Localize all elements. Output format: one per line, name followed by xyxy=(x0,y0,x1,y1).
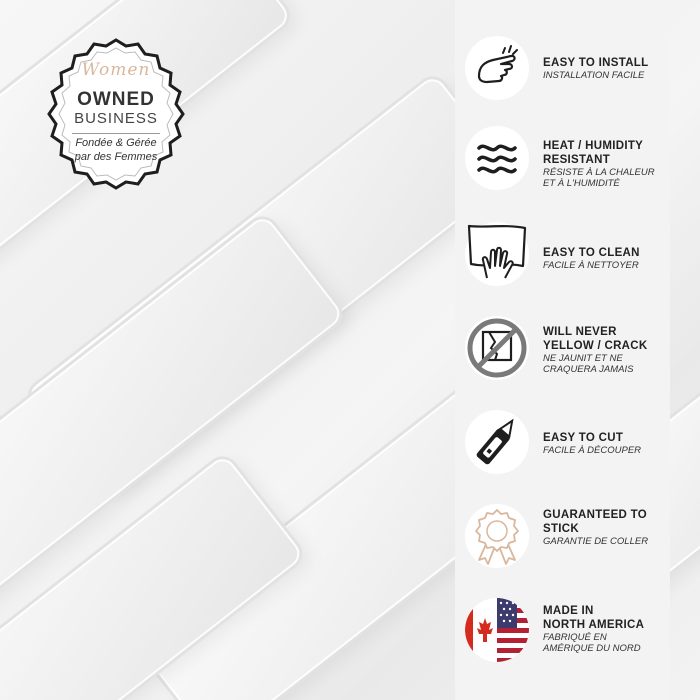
hand-cloth-icon xyxy=(465,222,529,286)
feature-title-line1: MADE IN xyxy=(543,605,594,617)
feature-easy-cut xyxy=(455,410,670,490)
feature-french-line1: FABRIQUÉ EN xyxy=(543,632,607,643)
cracked-tile-icon xyxy=(465,316,529,380)
badge-divider xyxy=(72,133,160,134)
feature-easy-install xyxy=(455,36,670,116)
feature-title-line2: RESISTANT xyxy=(543,154,611,166)
feature-french-line2: CRAQUERA JAMAIS xyxy=(543,364,634,375)
feature-title: EASY TO CUT xyxy=(543,432,624,444)
badge-business-text: BUSINESS xyxy=(74,110,158,127)
feature-french: INSTALLATION FACILE xyxy=(543,70,645,81)
feature-easy-clean xyxy=(455,222,670,302)
feature-title: EASY TO INSTALL xyxy=(543,57,649,69)
feature-french: FACILE À DÉCOUPER xyxy=(543,445,642,456)
feature-title-line2: YELLOW / CRACK xyxy=(543,340,648,352)
seal-ribbon-icon xyxy=(465,504,529,568)
features-panel xyxy=(455,0,670,700)
wavy-lines-icon xyxy=(465,126,529,190)
feature-french-line2: AMÉRIQUE DU NORD xyxy=(543,643,641,654)
utility-knife-icon xyxy=(465,410,529,474)
feature-french: FACILE À NETTOYER xyxy=(543,260,639,271)
pointing-hand-icon xyxy=(465,36,529,100)
badge-owned-text: OWNED xyxy=(77,89,155,110)
feature-title-line1: HEAT / HUMIDITY xyxy=(543,140,644,152)
feature-title-line1: GUARANTEED TO xyxy=(543,509,647,521)
feature-french-line1: RÉSISTE À LA CHALEUR xyxy=(543,167,655,178)
feature-title: EASY TO CLEAN xyxy=(543,247,640,259)
women-owned-badge xyxy=(38,36,194,192)
feature-heat-humidity xyxy=(455,126,670,206)
feature-title-line2: STICK xyxy=(543,523,579,535)
badge-french-line1: Fondée & Gérée xyxy=(75,137,157,149)
feature-title-line1: WILL NEVER xyxy=(543,326,617,338)
feature-never-yellow xyxy=(455,316,670,396)
feature-title-line2: NORTH AMERICA xyxy=(543,619,645,631)
canada-usa-flags-icon xyxy=(465,598,529,662)
feature-french: GARANTIE DE COLLER xyxy=(543,536,649,547)
badge-french-line2: par des Femmes xyxy=(74,151,158,163)
feature-made-in-north-america xyxy=(455,596,670,676)
feature-guaranteed-stick xyxy=(455,500,670,580)
feature-french-line2: ET À L'HUMIDITÉ xyxy=(543,178,620,189)
badge-women-text: Women xyxy=(81,60,151,80)
feature-french-line1: NE JAUNIT ET NE xyxy=(543,353,623,364)
